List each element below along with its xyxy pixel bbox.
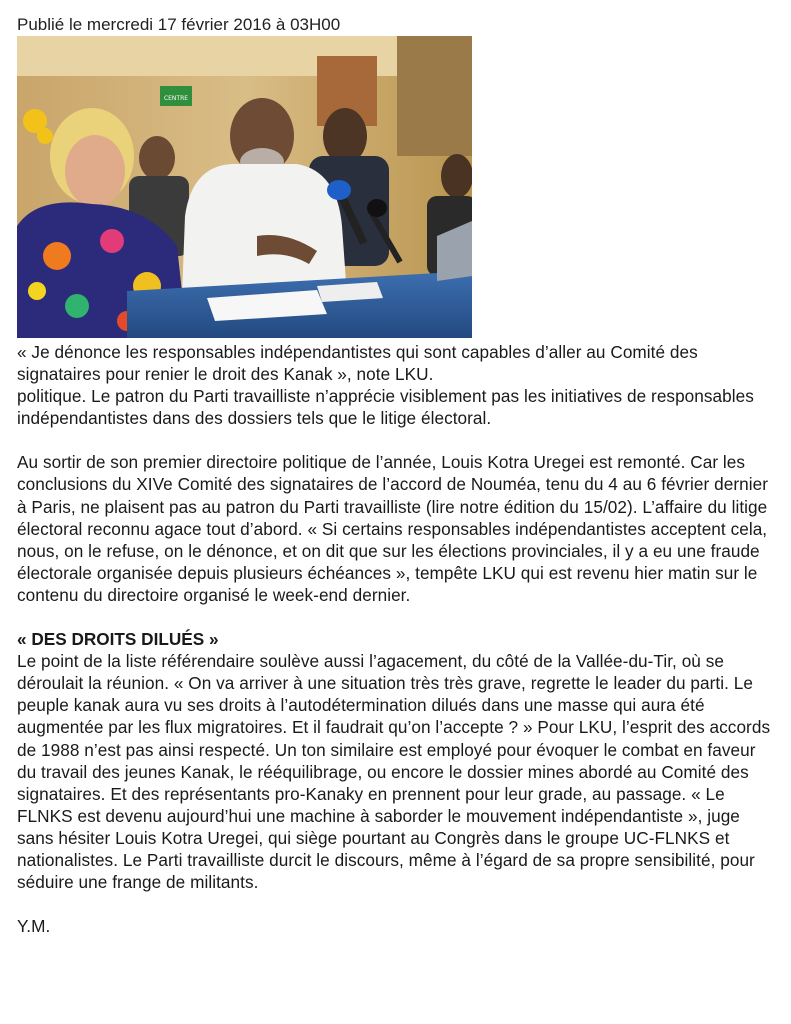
article <box>17 14 779 937</box>
author-signature: Y.M. <box>17 916 51 937</box>
body-paragraph-1: Au sortir de son premier directoire politique de l’année, Louis Kotra Uregei est remonté. Car les conclusions du XIVe Comité des signataires de l’accord de Nouméa, tenu du 4 au 6 février dernier à Paris, ne plaisent pas au patron du Parti travailliste (lire notre édition du 15/02). L’affaire du litige électoral reconnu agace tout d’abord. « Si certains responsables indépendantistes acceptent cela, nous, on le refuse, on le dénonce, et on dit que sur les élections provinciales, il y a eu une fraude électorale organisée depuis plusieurs échéances », tempête LKU qui est revenu hier matin sur le contenu du directoire organisé le week-end dernier. <box>17 452 768 605</box>
wall-sign-text: CENTRE <box>163 95 189 102</box>
paragraph-spacer <box>17 893 779 915</box>
photo-illustration <box>17 36 472 338</box>
photo-caption: « Je dénonce les responsables indépendantistes qui sont capables d’aller au Comité des signataires pour renier le droit des Kanak », note LKU. <box>17 342 698 385</box>
paragraph-spacer <box>17 606 779 628</box>
lead-paragraph: politique. Le patron du Parti travailliste n’apprécie visiblement pas les initiatives de responsables indépendantistes dans des dossiers tels que le litige électoral. <box>17 386 754 429</box>
paragraph-spacer <box>17 429 779 451</box>
publication-date: Publié le mercredi 17 février 2016 à 03H00 <box>17 15 341 34</box>
press-conference-photo <box>17 36 472 338</box>
subheading: « DES DROITS DILUÉS » <box>17 629 219 650</box>
body-paragraph-2: Le point de la liste référendaire soulève aussi l’agacement, du côté de la Vallée-du-Tir, où se déroulait la réunion. « On va arriver à une situation très très grave, regrette le leader du parti. Le peuple kanak aura vu ses droits à l’autodétermination dilués dans une masse qui aura été augmentée par les flux migratoires. Et il faudrait qu’on l’accepte ? » Pour LKU, l’esprit des accords de 1988 n’est pas ainsi respecté. Un ton similaire est employé pour évoquer le combat en faveur du travail des jeunes Kanak, le rééquilibrage, ou encore le dossier mines abordé au Comité des signataires. Et des représentants pro-Kanaky en prennent pour leur grade, au passage. « Le FLNKS est devenu aujourd’hui une machine à saborder le mouvement indépendantiste », juge sans hésiter Louis Kotra Uregei, qui siège pourtant au Congrès dans le groupe UC-FLNKS et nationalistes. Le Parti travailliste durcit le discours, même à l’égard de sa propre sensibilité, pour séduire une frange de militants. <box>17 651 771 893</box>
